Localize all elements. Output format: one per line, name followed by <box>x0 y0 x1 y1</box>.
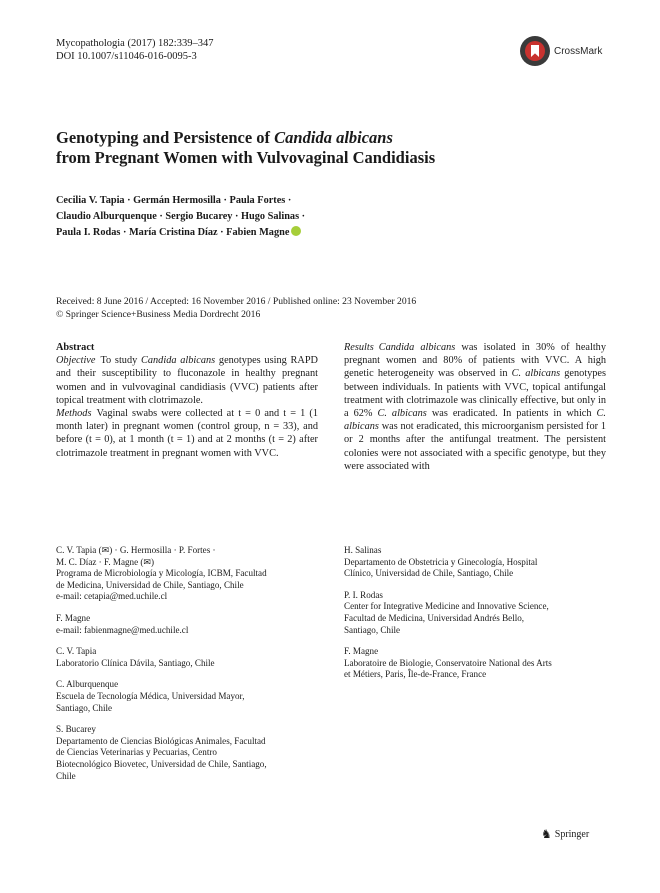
authors-line-1: Cecilia V. Tapia · Germán Hermosilla · Paula Fortes · <box>56 195 292 206</box>
copyright-line: © Springer Science+Business Media Dordrecht 2016 <box>56 309 261 320</box>
affiliation-block: C. Alburquenque Escuela de Tecnología Médica, Universidad Mayor, Santiago, Chile <box>56 679 245 713</box>
abstract-results: Results Candida albicans was isolated in 30% of healthy pregnant women and 80% of patients with VVC. A high genetic heterogeneity was observed in C. albicans genotypes between individuals. In patients with VVC, topical antifungal treatment with clotrimazole was clinically effective, but only in a 62% C. albicans was eradicated. In patients in which C. albicans was not eradicated, this microorganism persisted for 1 or 2 months after the antifungal treatment. The persistent colonies were not associated with a specific genotype, but they were associated with <box>344 342 607 472</box>
affiliations-left <box>56 545 318 792</box>
affiliations-right <box>344 545 606 691</box>
title-text: Genotyping and Persistence of <box>56 128 275 147</box>
affiliation-block: P. I. Rodas Center for Integrative Medicine and Innovative Science, Facultad de Medicina, Universidad Andrés Bello, Santiago, Chile <box>344 589 549 635</box>
journal-header <box>56 37 213 63</box>
crossmark-icon <box>520 36 550 66</box>
crossmark-badge[interactable] <box>520 36 602 66</box>
publication-dates <box>56 295 416 321</box>
abstract-right-column <box>344 341 606 473</box>
journal-citation: Mycopathologia (2017) 182:339–347 <box>56 38 214 49</box>
affiliation-block: F. Magne Laboratoire de Biologie, Conservatoire National des Arts et Métiers, Paris, Île-de-France, France <box>344 646 552 680</box>
abstract-methods: Methods Vaginal swabs were collected at t = 0 and t = 1 (1 month later) in pregnant women (control group, n = 33), and before (t = 0), at 1 month (t = 1) and at 2 months (t = 2) after clotrimazole treatment in pregnant women with VVC. <box>56 408 318 459</box>
abstract-left-column <box>56 341 318 460</box>
springer-horse-icon: ♞ <box>541 827 552 841</box>
abstract-objective: Objective To study Candida albicans genotypes using RAPD and their susceptibility to fluconazole in healthy pregnant women and in vulvovaginal candidiasis (VVC) patients after topical treatment with clotrimazole. <box>56 355 318 406</box>
author-list <box>56 193 416 241</box>
results-label: Results <box>344 342 374 353</box>
email-link[interactable]: e-mail: cetapia@med.uchile.cl <box>56 591 168 602</box>
crossmark-label: CrossMark <box>554 45 603 57</box>
abstract-heading: Abstract <box>56 342 95 353</box>
objective-label: Objective <box>56 355 96 367</box>
affiliation-block: H. Salinas Departamento de Obstetricia y Ginecología, Hospital Clínico, Universidad de Chile, Santiago, Chile <box>344 545 538 579</box>
publisher-name: Springer <box>554 829 590 840</box>
methods-label: Methods <box>56 408 92 420</box>
title-species: Candida albicans <box>274 128 393 147</box>
article-title <box>56 128 576 168</box>
authors-line-2: Claudio Alburquenque · Sergio Bucarey · Hugo Salinas · <box>56 211 306 222</box>
affiliation-block: S. Bucarey Departamento de Ciencias Biológicas Animales, Facultad de Ciencias Veterinarias y Pecuarias, Centro Biotecnológico Biovetec, Universidad de Chile, Santiago, Chile <box>56 724 267 781</box>
authors-line-3: Paula I. Rodas · María Cristina Díaz · Fabien Magne <box>56 227 290 238</box>
affiliation-block: F. Magne e-mail: fabienmagne@med.uchile.cl <box>56 613 318 636</box>
orcid-icon[interactable] <box>291 226 301 236</box>
email-link[interactable]: e-mail: fabienmagne@med.uchile.cl <box>56 624 189 635</box>
dates-line: Received: 8 June 2016 / Accepted: 16 November 2016 / Published online: 23 November 2016 <box>56 296 417 307</box>
affiliation-block: C. V. Tapia (✉) · G. Hermosilla · P. Fortes · M. C. Díaz · F. Magne (✉) Programa de Microbiología y Micología, ICBM, Facultad de Medicina, Universidad de Chile, Santiago, Chile e-mail: cetapia@med.uchile.cl <box>56 545 318 603</box>
springer-logo <box>541 827 589 842</box>
affiliation-block: C. V. Tapia Laboratorio Clínica Dávila, Santiago, Chile <box>56 646 215 668</box>
title-line-2: from Pregnant Women with Vulvovaginal Candidiasis <box>56 148 436 167</box>
doi[interactable]: DOI 10.1007/s11046-016-0095-3 <box>56 51 197 62</box>
